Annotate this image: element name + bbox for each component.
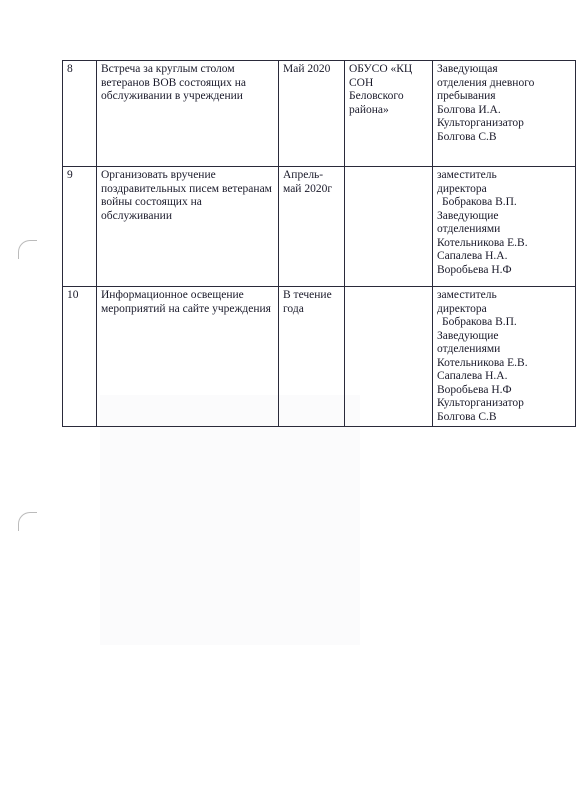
responsible-line: Заведующая	[437, 63, 498, 75]
responsible-line: заместитель	[437, 169, 497, 181]
scan-mark-bottom	[18, 512, 37, 531]
bleed-through-shadow	[100, 395, 360, 645]
responsible-line: Заведующие	[437, 209, 499, 222]
responsible-line: Культорганизатор	[437, 117, 524, 129]
responsible-line: пребывания	[437, 90, 496, 102]
row-number: 9	[63, 167, 97, 287]
responsible-line: Болгова И.А.	[437, 103, 501, 116]
responsible-line: отделения дневного	[437, 76, 535, 89]
table-row	[63, 167, 576, 287]
event-cell: Информационное освещение мероприятий на сайте учреждения	[97, 287, 279, 427]
responsible-line: директора	[437, 302, 487, 315]
responsible-line: Котельникова Е.В.	[437, 236, 528, 249]
place-cell	[345, 167, 433, 287]
responsible-line: Болгова С.В	[437, 410, 497, 423]
event-cell: Встреча за круглым столом ветеранов ВОВ состоящих на обслуживании в учреждении	[97, 61, 279, 167]
event-cell: Организовать вручение поздравительных писем ветеранам войны состоящих на обслуживании	[97, 167, 279, 287]
row-number: 8	[63, 61, 97, 167]
responsible-line: Культорганизатор	[437, 397, 524, 409]
responsible-line: Сапалева Н.А.	[437, 250, 508, 262]
date-cell: В течение года	[279, 287, 345, 427]
scan-mark-top	[18, 240, 37, 259]
place-cell: ОБУСО «КЦ СОН Беловского района»	[345, 61, 433, 167]
date-cell: Апрель-май 2020г	[279, 167, 345, 287]
responsible-line: Заведующие	[437, 329, 499, 342]
place-cell	[345, 287, 433, 427]
table-row	[63, 61, 576, 167]
date-cell: Май 2020	[279, 61, 345, 167]
responsible-cell	[433, 61, 576, 167]
responsible-line: Котельникова Е.В.	[437, 356, 528, 369]
responsible-line: отделениями	[437, 343, 501, 355]
responsible-line: Сапалева Н.А.	[437, 370, 508, 382]
responsible-line: Воробьева Н.Ф	[437, 263, 512, 276]
responsible-line: Бобракова В.П.	[442, 316, 517, 328]
responsible-line: отделениями	[437, 223, 501, 235]
responsible-line: директора	[437, 182, 487, 195]
row-number: 10	[63, 287, 97, 427]
responsible-line: Воробьева Н.Ф	[437, 383, 512, 396]
events-plan-table	[62, 60, 576, 427]
responsible-cell	[433, 287, 576, 427]
responsible-line: Бобракова В.П.	[442, 196, 517, 208]
responsible-cell	[433, 167, 576, 287]
responsible-line: Болгова С.В	[437, 130, 497, 143]
table-row	[63, 287, 576, 427]
responsible-line: заместитель	[437, 289, 497, 301]
